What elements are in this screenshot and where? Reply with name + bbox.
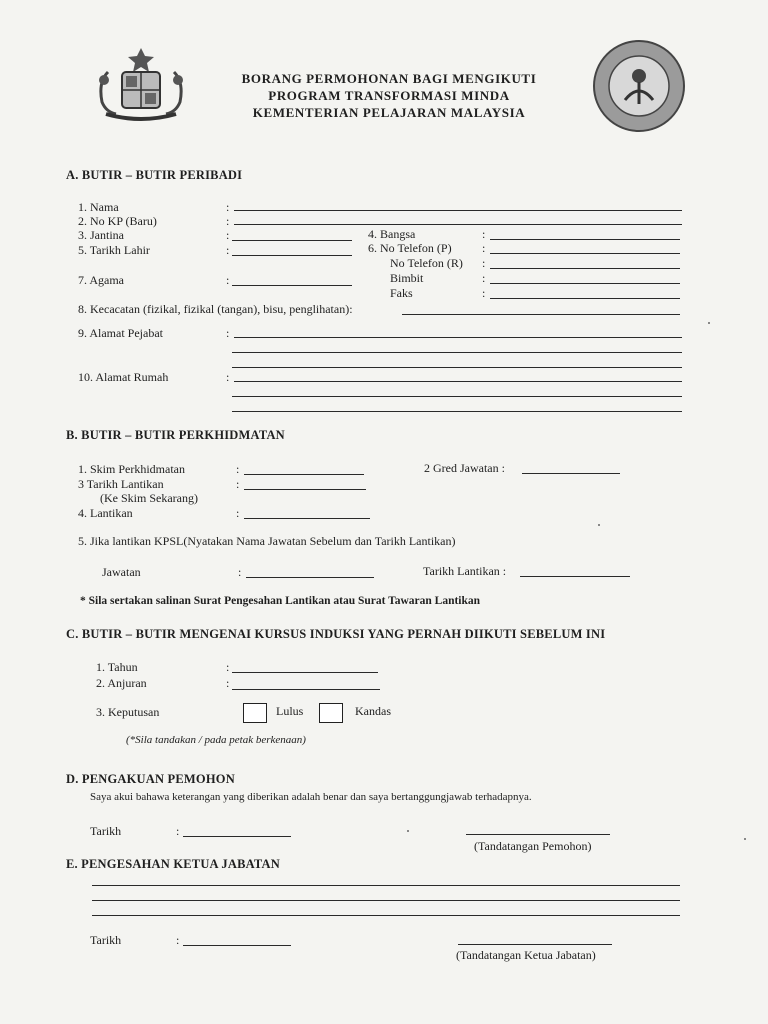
colon: : <box>482 271 486 285</box>
bimbit-field[interactable] <box>490 283 680 284</box>
no-kp-field[interactable] <box>234 224 682 225</box>
kecacatan-field[interactable] <box>402 314 680 315</box>
jawatan-field[interactable] <box>246 577 374 578</box>
label-lantikan: 4. Lantikan <box>78 506 133 520</box>
skim-perkhidmatan-field[interactable] <box>244 474 364 475</box>
label-agama: 7. Agama <box>78 273 124 287</box>
bangsa-field[interactable] <box>490 239 680 240</box>
no-telefon-r-field[interactable] <box>490 268 680 269</box>
label-tarikh-lantikan: 3 Tarikh Lantikan <box>78 477 164 491</box>
declaration-statement: Saya akui bahawa keterangan yang diberikan adalah benar dan saya bertanggungjawab terhadapnya. <box>90 791 532 803</box>
alamat-rumah-line-1[interactable] <box>234 381 682 382</box>
label-faks: Faks <box>390 286 413 300</box>
anjuran-field[interactable] <box>232 689 380 690</box>
colon: : <box>236 477 240 491</box>
lulus-checkbox[interactable] <box>243 703 267 723</box>
label-tarikh-pemohon: Tarikh <box>90 824 122 838</box>
section-a-title: A. BUTIR – BUTIR PERIBADI <box>66 168 243 182</box>
no-telefon-p-field[interactable] <box>490 253 680 254</box>
tarikh-lantikan-field[interactable] <box>244 489 366 490</box>
faks-field[interactable] <box>490 298 680 299</box>
label-bangsa: 4. Bangsa <box>368 227 416 241</box>
form-title-line-1: BORANG PERMOHONAN BAGI MENGIKUTI <box>241 71 537 86</box>
kandas-checkbox[interactable] <box>319 703 343 723</box>
label-no-telefon-r: No Telefon (R) <box>390 256 463 270</box>
gred-jawatan-field[interactable] <box>522 473 620 474</box>
colon: : <box>236 462 240 476</box>
agama-field[interactable] <box>232 285 352 286</box>
colon: : <box>482 256 486 270</box>
alamat-rumah-line-2[interactable] <box>232 396 682 397</box>
nama-field[interactable] <box>234 210 682 211</box>
label-keputusan: 3. Keputusan <box>96 705 160 719</box>
label-no-kp: 2. No KP (Baru) <box>78 214 157 228</box>
section-b-title: B. BUTIR – BUTIR PERKHIDMATAN <box>66 428 285 442</box>
alamat-pejabat-line-3[interactable] <box>232 367 682 368</box>
scan-speck <box>407 830 409 832</box>
label-jantina: 3. Jantina <box>78 228 124 242</box>
label-alamat-rumah: 10. Alamat Rumah <box>78 370 169 384</box>
form-title-line-3: KEMENTERIAN PELAJARAN MALAYSIA <box>252 105 526 120</box>
colon: : <box>176 933 180 947</box>
coat-of-arms-logo <box>86 42 196 124</box>
colon: : <box>176 824 180 838</box>
form-title-line-2: PROGRAM TRANSFORMASI MINDA <box>268 88 510 103</box>
colon: : <box>482 241 486 255</box>
scan-speck <box>708 322 710 324</box>
colon: : <box>238 565 242 579</box>
scan-speck <box>598 524 600 526</box>
pemohon-signature-field[interactable] <box>466 834 610 835</box>
note-tandakan: (*Sila tandakan / pada petak berkenaan) <box>126 734 306 746</box>
label-ke-skim-sekarang: (Ke Skim Sekarang) <box>100 491 198 505</box>
label-tandatangan-pemohon: (Tandatangan Pemohon) <box>474 839 592 853</box>
label-skim-perkhidmatan: 1. Skim Perkhidmatan <box>78 462 185 476</box>
alamat-rumah-line-3[interactable] <box>232 411 682 412</box>
colon: : <box>226 200 230 214</box>
colon: : <box>482 227 486 241</box>
label-kecacatan: 8. Kecacatan (fizikal, fizikal (tangan), bisu, penglihatan): <box>78 302 353 316</box>
label-bimbit: Bimbit <box>390 271 424 285</box>
label-jawatan: Jawatan <box>102 565 141 579</box>
scan-speck <box>744 838 746 840</box>
label-lantikan-kpsl: 5. Jika lantikan KPSL(Nyatakan Nama Jawatan Sebelum dan Tarikh Lantikan) <box>78 534 456 548</box>
colon: : <box>226 660 230 674</box>
label-kandas: Kandas <box>355 704 391 718</box>
ketua-jabatan-line-1[interactable] <box>92 885 680 886</box>
ketua-signature-field[interactable] <box>458 944 612 945</box>
colon: : <box>236 506 240 520</box>
label-tarikh-lahir: 5. Tarikh Lahir <box>78 243 150 257</box>
section-d-title: D. PENGAKUAN PEMOHON <box>66 772 235 786</box>
ketua-jabatan-line-2[interactable] <box>92 900 680 901</box>
label-alamat-pejabat: 9. Alamat Pejabat <box>78 326 163 340</box>
tarikh-ketua-field[interactable] <box>183 945 291 946</box>
note-surat-pengesahan: * Sila sertakan salinan Surat Pengesahan Lantikan atau Surat Tawaran Lantikan <box>80 595 481 607</box>
label-tarikh-lantikan-kpsl: Tarikh Lantikan : <box>423 564 507 578</box>
alamat-pejabat-line-2[interactable] <box>232 352 682 353</box>
label-tandatangan-ketua: (Tandatangan Ketua Jabatan) <box>456 948 596 962</box>
alamat-pejabat-line-1[interactable] <box>234 337 682 338</box>
colon: : <box>226 214 230 228</box>
section-c-title: C. BUTIR – BUTIR MENGENAI KURSUS INDUKSI YANG PERNAH DIIKUTI SEBELUM INI <box>66 627 606 641</box>
label-gred-jawatan: 2 Gred Jawatan : <box>424 461 505 475</box>
ministry-seal-logo <box>591 38 687 134</box>
tarikh-pemohon-field[interactable] <box>183 836 291 837</box>
tahun-field[interactable] <box>232 672 378 673</box>
jantina-field[interactable] <box>232 240 352 241</box>
label-lulus: Lulus <box>276 704 304 718</box>
colon: : <box>482 286 486 300</box>
label-no-telefon-p: 6. No Telefon (P) <box>368 241 452 255</box>
colon: : <box>226 228 230 242</box>
colon: : <box>226 676 230 690</box>
label-tarikh-ketua: Tarikh <box>90 933 122 947</box>
colon: : <box>226 243 230 257</box>
form-title <box>200 70 578 121</box>
colon: : <box>226 273 230 287</box>
ketua-jabatan-line-3[interactable] <box>92 915 680 916</box>
tarikh-lantikan-kpsl-field[interactable] <box>520 576 630 577</box>
label-tahun: 1. Tahun <box>96 660 138 674</box>
label-nama: 1. Nama <box>78 200 119 214</box>
lantikan-field[interactable] <box>244 518 370 519</box>
label-anjuran: 2. Anjuran <box>96 676 147 690</box>
colon: : <box>226 370 230 384</box>
colon: : <box>226 326 230 340</box>
section-e-title: E. PENGESAHAN KETUA JABATAN <box>66 857 280 871</box>
tarikh-lahir-field[interactable] <box>232 255 352 256</box>
